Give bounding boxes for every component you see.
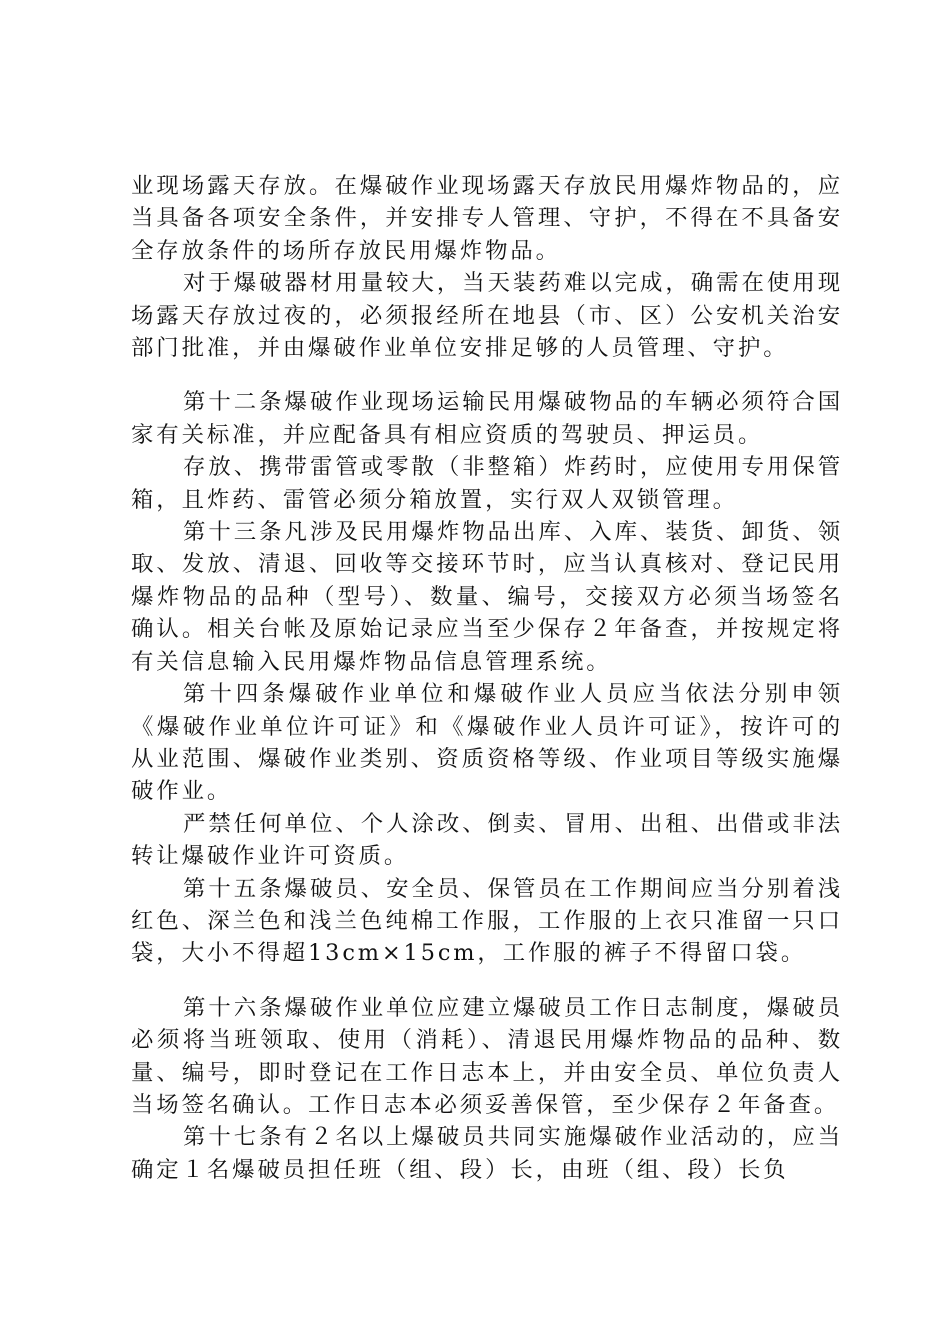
article-16: 第十六条爆破作业单位应建立爆破员工作日志制度，爆破员必须将当班领取、使用（消耗）、清退民用爆炸物品的品种、数量、编号，即时登记在工作日志本上，并由安全员、单位负责人当场签名确认。工作日志本必须妥善保管，至少保存２年备查。 [131, 994, 843, 1118]
article-14: 第十四条爆破作业单位和爆破作业人员应当依法分别申领《爆破作业单位许可证》和《爆破作业人员许可证》，按许可的从业范围、爆破作业类别、资质资格等级、作业项目等级实施爆破作业。 [131, 681, 843, 805]
document-body [131, 170, 843, 1186]
article-15: 第十五条爆破员、安全员、保管员在工作期间应当分别着浅红色、深兰色和浅兰色纯棉工作服，工作服的上衣只准留一只口袋，大小不得超13cm×15cm，工作服的裤子不得留口袋。 [131, 875, 843, 967]
article-13: 第十三条凡涉及民用爆炸物品出库、入库、装货、卸货、领取、发放、清退、回收等交接环节时，应当认真核对、登记民用爆炸物品的品种（型号）、数量、编号，交接双方必须当场签名确认。相关台帐及原始记录应当至少保存２年备查，并按规定将有关信息输入民用爆炸物品信息管理系统。 [131, 519, 843, 675]
article-17: 第十七条有２名以上爆破员共同实施爆破作业活动的，应当确定１名爆破员担任班（组、段）长，由班（组、段）长负 [131, 1124, 843, 1183]
paragraph-overnight-storage: 对于爆破器材用量较大，当天装药难以完成，确需在使用现场露天存放过夜的，必须报经所在地县（市、区）公安机关治安部门批准，并由爆破作业单位安排足够的人员管理、守护。 [131, 270, 843, 362]
paragraph-gap [131, 970, 843, 992]
article-12: 第十二条爆破作业现场运输民用爆破物品的车辆必须符合国家有关标准，并应配备具有相应资质的驾驶员、押运员。 [131, 389, 843, 448]
paragraph-gap [131, 364, 843, 386]
paragraph-continuation: 业现场露天存放。在爆破作业现场露天存放民用爆炸物品的，应当具备各项安全条件，并安排专人管理、守护，不得在不具备安全存放条件的场所存放民用爆炸物品。 [131, 173, 843, 264]
paragraph-license-prohibition: 严禁任何单位、个人涂改、倒卖、冒用、出租、出借或非法转让爆破作业许可资质。 [131, 810, 843, 870]
paragraph-storage-box: 存放、携带雷管或零散（非整箱）炸药时，应使用专用保管箱，且炸药、雷管必须分箱放置，实行双人双锁管理。 [131, 454, 843, 513]
